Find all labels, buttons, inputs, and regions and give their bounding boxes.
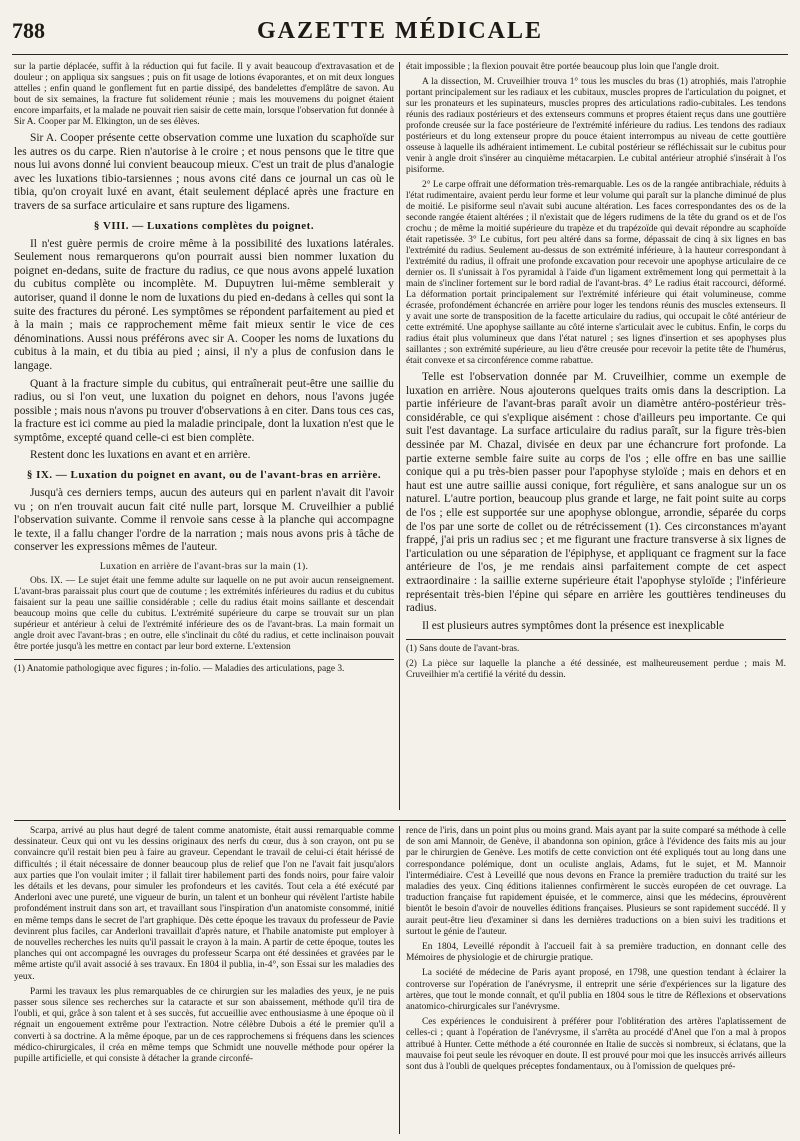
footnote: (1) Anatomie pathologique avec figures ; in-folio. — Maladies des articulations, page 3. [14,664,345,675]
paragraph: Restent donc les luxations en avant et en arrière. [30,449,251,462]
section-rule [14,820,786,821]
paragraph: rence de l'iris, dans un point plus ou moins grand. Mais ayant par la suite comparé sa méthode à celle de son ami Mannoir, de Genève, il abandonna son opinion, grâce à l'évidence des faits mis au jour par le chirurgien de Genève. Les motifs de cette conviction ont été expliqués tout au long dans une correspondance polémique, dont un oculiste anglais, Adams, fut le sujet, et M. Mannoir l'intermédiaire. C'est à Leveillé que nous devons en France la première traduction du traité sur les maladies des yeux. Cinq éditions italiennes confirmèrent le succès européen de cet ouvrage. La traduction française fut rapidement épuisée, et le commerce, ainsi que les médecins, éprouvèrent bientôt le besoin d'avoir de nouvelles éditions françaises. Plusieurs se sont rapidement succédé. Il y aurait peut-être lieu d'examiner si dans les dernières traductions on a bien suivi les traditions et surtout le génie de l'auteur. [406,826,786,937]
journal-title: GAZETTE MÉDICALE [256,18,544,44]
footnote: (1) Sans doute de l'avant-bras. [406,644,520,655]
bottom-left-column [14,826,394,1134]
paragraph: La société de médecine de Paris ayant proposé, en 1798, une question tendant à éclairer la controverse sur l'opération de l'anévrysme, il entreprit une série d'expériences sur la ligature des artères, que tout le monde connaît, et qu'il publia en 1804 sous le titre de Réflexions et observations anatomico-chirurgicales sur l'anévrysme. [406,968,786,1013]
paragraph: sur la partie déplacée, suffit à la réduction qui fut facile. Il y avait beaucoup d'extravasation et de douleur ; on appliqua six sangsues ; puis on fit usage de lotions évaporantes, et on mit deux longues attelles ; enfin quand le gonflement fut en partie dissipé, des bandelettes d'emplâtre de savon. Au bout de six semaines, la fracture fut solidement réunie ; mais les mouvemens du poignet étaient encore imparfaits, et la malade ne pouvait rien saisir de cette main, lorsque l'observation fut donnée à Sir A. Cooper par M. Elkington, un de ses élèves. [14,62,394,127]
top-left-column [14,62,394,810]
top-section [14,62,786,810]
paragraph: Il n'est guère permis de croire même à la possibilité des luxations latérales. Seulement nous remarquerons qu'on pourrait aussi bien nommer luxation du poignet en-dedans, suite de fracture du radius, ce que nous avons appelé luxation du cubitus complète ou incomplète. M. Dupuytren lui-même semblerait y autoriser, quand il donne le nom de luxations du pied en-dedans à celles qui sont la suite des fractures du péroné. Les symptômes se répondent parfaitement au pied et à la main ; mais ce rapprochement même fait mieux sentir le vice de ces dénominations. Aussi nous préférons avec sir A. Cooper les noms de luxations du cubitus à la main, et du tibia au pied ; ainsi, il n'y a plus de confusion dans le langage. [14,237,394,372]
paragraph: était impossible ; la flexion pouvait être portée beaucoup plus loin que l'angle droit. [406,62,720,72]
footnotes [406,639,786,681]
footnotes [14,659,394,675]
paragraph: Quant à la fracture simple du cubitus, qui entraînerait peut-être une saillie du radius, ou si l'on veut, une luxation du poignet en dehors, nous l'avons jugée possible ; mais nous n'avons pu trouver d'observations à en citer. Dans tous ces cas, la fracture est ici comme au pied la maladie principale, dont la luxation n'est que le symptôme, excepté quand celle-ci est bien complète. [14,377,394,444]
column-divider [399,826,400,1134]
paragraph: Ces expériences le conduisirent à préférer pour l'oblitération des artères l'aplatissement de celles-ci ; quant à l'opération de l'anévrysme, il s'arrêta au procédé d'Anel que l'on a mal à propos attribué à Hunter. Cette méthode a été couronnée en Italie de succès si nombreux, si éclatans, que la mauvaise foi peut seule les révoquer en doute. Il est prouvé pour moi que les insuccès arrivés ailleurs sont dus à l'oubli de quelques préceptes fondamentaux, ou à l'omission de quelques pré- [406,1017,786,1073]
paragraph: Il est plusieurs autres symptômes dont la présence est inexplicable [422,619,725,632]
section-heading: § VIII. — Luxations complètes du poignet. [93,219,315,232]
footnote: (2) La pièce sur laquelle la planche a été dessinée, est malheureusement perdue ; mais M. Cruveilhier m'a certifié la vérité du dessin. [406,659,786,681]
paragraph: Scarpa, arrivé au plus haut degré de talent comme anatomiste, était aussi remarquable comme dessinateur. Ceux qui ont vu les dessins originaux des nerfs du cœur, dus à son crayon, ont pu se convaincre qu'il restait bien peu à faire au graveur. Cependant le travail de celui-ci était hérissé de difficultés ; il était nécessaire de donner beaucoup plus de relief que l'on ne l'avait fait jusqu'alors aux parties que l'on voulait imiter ; il fallait tirer habilement parti des fonds noirs, pour faire valoir les détails et les devans, pour simuler les profondeurs et les cavités. Tout cela a été exécuté par Anderloni avec une pureté, une vigueur de burin, un talent et un bonheur qui révèlent l'artiste habile profondément instruit dans son art, et travaillant sous l'inspiration d'un anatomiste consommé, initié en même temps dans le secret de l'art graphique. Dès cette époque les travaux du professeur de Pavie devinrent plus faciles, car Anderloni travaillait d'après nature, et l'habile anatomiste put employer à de nouvelles recherches les nuits qu'il passait le crayon à la main. A partir de cette époque, toutes les planches qui ont accompagné les ouvrages du professeur Scarpa ont été dessinées et gravées par le même artiste qu'il avait associé à ses travaux. En 1804 il publia, in-4°, son Essai sur les maladies des yeux. [14,826,394,982]
paragraph: Telle est l'observation donnée par M. Cruveilhier, comme un exemple de luxation en arrière. Nous ajouterons quelques traits omis dans la description. La partie inférieure de l'avant-bras paraît avoir un diamètre antéro-postérieur très-considérable, ce qui s'explique aisément : chose d'ailleurs peu importante. Ce qui suit l'est davantage. La surface articulaire du radius paraît, sur la figure très-bien dessinée par M. Chazal, divisée en deux par une échancrure fort profonde. La partie externe semble faire suite au corps de l'os ; elle offre en bas une saillie conique qui a pu très-bien passer pour l'apophyse styloïde ; mais en dehors et en haut est une autre saillie aussi conique, fort régulière, et sans analogue sur un os naturel. L'autre portion, beaucoup plus grande et large, ne fait point suite au corps de l'os ; elle est supportée sur une apophyse oblongue, arrondie, séparée du corps de l'os par une sorte de collet ou de rétrécissement (1). Ces circonstances m'ayant frappé, j'ai pris un radius sec ; et me figurant une fracture transverse à six lignes de l'articulation ou une séparation de l'épiphyse, et appliquant ce fragment sur la face antérieure de l'os, je me rendais ainsi parfaitement compte de cet aspect extraordinaire : la saillie externe supérieure était l'apophyse styloïde ; l'inférieure représentait très-bien l'épine qui sépare en arrière les gouttières tendineuses du radius. [406,371,786,615]
bottom-section [14,826,786,1134]
paragraph: Obs. IX. — Le sujet était une femme adulte sur laquelle on ne put avoir aucun renseignement. L'avant-bras paraissait plus court que de coutume ; les extrémités inférieures du radius et du cubitus faisaient sur la peau une saillie considérable ; celle du radius était moins saillante et descendait beaucoup moins que celle du cubitus. L'extrémité supérieure du carpe se trouvait sur un plan supérieur et antérieur à celui de l'extrémité inférieure des os de l'avant-bras. La main formait un angle droit avec l'avant-bras ; en outre, elle s'inclinait du côté du radius, et cette inclinaison pouvait être portée jusqu'à les mettre en contact par leur bord externe. L'extension [14,576,394,653]
page-header [12,14,788,55]
paragraph: Jusqu'à ces derniers temps, aucun des auteurs qui en parlent n'avait dit l'avoir vu ; on n'en trouvait aucun fait cité nulle part, lorsque M. Cruveilhier a publié l'observation suivante. Comme il renvoie sans cesse à la planche qui accompagne le texte, il a fallu changer l'ordre de la narration ; mais nous avons pris à tâche de conserver les expressions mêmes de l'auteur. [14,487,394,554]
paragraph: 2° Le carpe offrait une déformation très-remarquable. Les os de la rangée antibrachiale, réduits à l'état rudimentaire, avaient perdu leur forme et leur volume qui paraît sur la planche diminué de plus de moitié. Le pisiforme seul n'avait subi aucune altération. Les faces correspondantes des os de la seconde rangée étaient altérées ; il n'existait que de légers rudimens de la tête du grand os et de l'os crochu ; de même la moitié supérieure du trapèze et du trapézoïde qui devait répondre au scaphoïde était rapetissée. 3° Le cubitus, fort peu altéré dans sa forme, dépassait de cinq à six lignes en bas l'extrémité du radius. Seulement au-dessus de son extrémité inférieure, à la hauteur correspondant à l'extrémité du radius, il offrait une profonde excavation pour recevoir une apophyse articulaire de ce dernier os. Il s'unissait à l'os pyramidal à l'aide d'un ligament extrêmement long qui permettait à la main de s'incliner fortement sur le bord radial de l'avant-bras. 4° Le radius était raccourci, déformé. La déformation portait principalement sur l'extrémité inférieure qui était volumineuse, comme écrasée, profondément échancrée en arrière pour loger les tendons réunis des muscles extenseurs. Il y avait une sorte de transposition de la facette articulaire du radius, qui occupait le côté antérieur de cette extrémité. Une apophyse saillante au côté interne s'articulait avec le cubitus. Enfin, le corps du radius était plus volumineux que dans l'état naturel ; ses lignes d'insertion et ses apophyses plus saillantes ; son extrémité supérieure, au lieu d'être creusée pour recevoir la petite tête de l'humérus, était convexe et sa circonférence comme rabattue. [406,180,786,366]
paragraph: En 1804, Leveillé répondit à l'accueil fait à sa première traduction, en donnant celle des Mémoires de physiologie et de chirurgie pratique. [406,942,786,964]
section-heading: § IX. — Luxation du poignet en avant, ou de l'avant-bras en arrière. [26,469,382,482]
paragraph: Sir A. Cooper présente cette observation comme une luxation du scaphoïde sur les autres os du carpe. Rien n'autorise à le croire ; et nous pensons que le titre que nous lui avons donné lui convient beaucoup mieux. C'est un trait de plus d'analogie avec les luxations tibio-tarsiennes ; nous avons cité dans ce journal un cas où le tibia, qu'on croyait luxé en avant, était seulement déplacé après une fracture en travers de sa surface articulaire et sans rupture des ligamens. [14,132,394,212]
column-divider [399,62,400,810]
paragraph: Parmi les travaux les plus remarquables de ce chirurgien sur les maladies des yeux, je ne puis passer sous silence ses recherches sur la cataracte et sur son abaissement, méthode qu'il tira de l'oubli, et qui, grâce à son talent et à ses succès, fut accueillie avec enthousiasme à une époque où il régnait un engouement extrême pour l'extraction. Notre célèbre Dubois a été le premier qu'il a converti à sa doctrine. A la même époque, par un de ces rapprochemens si fréquens dans les sciences médico-chirurgicales, il créa en même temps que Schmidt une nouvelle méthode pour opérer la pupille artificielle, et qui consiste à détacher la grande circonfé- [14,986,394,1065]
observation-title: Luxation en arrière de l'avant-bras sur la main (1). [99,561,309,573]
top-right-column [406,62,786,810]
paragraph: A la dissection, M. Cruveilhier trouva 1° tous les muscles du bras (1) atrophiés, mais l'atrophie portant principalement sur les radiaux et les cubitaux, muscles propres de l'articulation du poignet, et sur les pronateurs et les supinateurs, muscles propres des articulations radio-cubitales. Les tendons réunis des radiaux postérieurs et des extenseurs communs et propres étaient reçus dans une gouttière profonde creusée sur la face postérieure de l'extrémité inférieure du radius. Les tendons des radiaux postérieurs et du long extenseur propre du pouce étaient interrompus au niveau de cette gouttière osseuse à laquelle ils adhéraient intimement. Le cubital postérieur se réfléchissait sur le cubitus pour venir à angle droit s'insérer au cinquième métacarpien. Le cubital antérieur atrophié s'insérait à l'os pisiforme. [406,77,786,175]
page-number: 788 [12,18,45,43]
bottom-right-column [406,826,786,1134]
